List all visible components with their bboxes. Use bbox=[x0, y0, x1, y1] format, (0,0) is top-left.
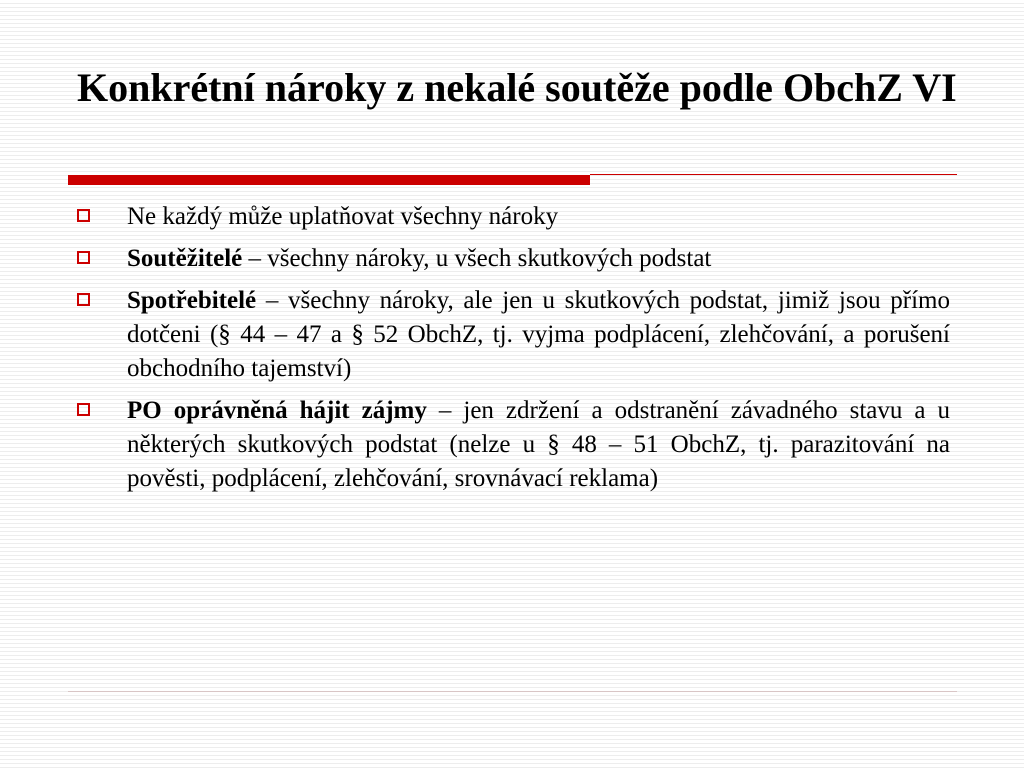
bullet-text: – všechny nároky, u všech skutkových podstat bbox=[242, 245, 712, 272]
title-underline-thick bbox=[68, 175, 590, 185]
bullet-item-2 bbox=[75, 242, 950, 276]
bullet-list bbox=[75, 200, 950, 504]
hollow-square-icon bbox=[77, 403, 90, 416]
bullet-lead: Spotřebitelé bbox=[127, 287, 257, 314]
bullet-item-4 bbox=[75, 394, 950, 496]
footer-divider bbox=[68, 691, 957, 692]
bullet-lead: PO oprávněná hájit zájmy bbox=[127, 397, 427, 424]
bullet-text: Ne každý může uplatňovat všechny nároky bbox=[127, 203, 559, 230]
hollow-square-icon bbox=[77, 251, 90, 264]
bullet-item-3 bbox=[75, 284, 950, 386]
bullet-item-1 bbox=[75, 200, 950, 234]
hollow-square-icon bbox=[77, 209, 90, 222]
bullet-text: – všechny nároky, ale jen u skutkových podstat, jimiž jsou přímo dotčeni (§ 44 – 47 a § 52 ObchZ, tj. vyjma podplácení, zlehčování, a porušení obchodního tajemství) bbox=[127, 287, 950, 382]
title-underline-thin bbox=[590, 174, 957, 175]
hollow-square-icon bbox=[77, 293, 90, 306]
bullet-lead: Soutěžitelé bbox=[127, 245, 243, 272]
bullet-text: – jen zdržení a odstranění závadného stavu a u některých skutkových podstat (nelze u § 48 – 51 ObchZ, tj. parazitování na pověsti, podplácení, zlehčování, srovnávací reklama) bbox=[127, 397, 950, 492]
slide-title: Konkrétní nároky z nekalé soutěže podle ObchZ VI bbox=[77, 65, 957, 110]
